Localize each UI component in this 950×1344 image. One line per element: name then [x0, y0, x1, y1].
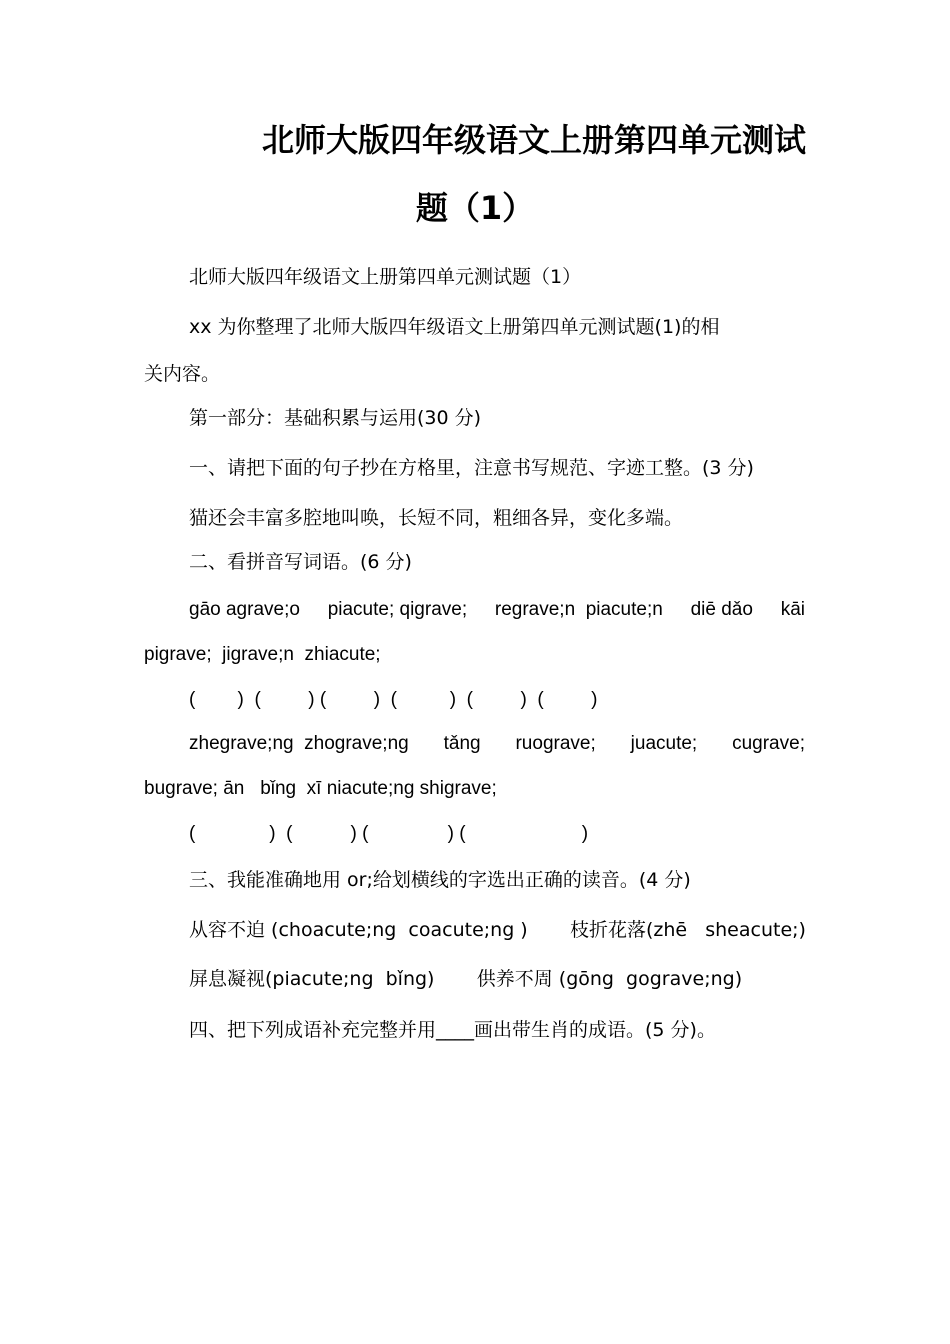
pinyin-word: gāo agrave;o — [189, 599, 300, 620]
intro-line-2: 关内容。 — [144, 363, 221, 385]
intro-line-1: xx 为你整理了北师大版四年级语文上册第四单元测试题(1)的相 — [189, 316, 720, 338]
document-title-line-2: 题（1） — [415, 189, 535, 227]
pinyin-word: ruograve; — [515, 733, 596, 754]
pinyin-word: kāi — [780, 599, 805, 620]
pinyin-word: cugrave; — [732, 733, 805, 754]
pinyin-word: piacute; qigrave; — [327, 599, 468, 620]
document-title-line-1: 北师大版四年级语文上册第四单元测试 — [261, 121, 806, 159]
question-2-heading: 二、看拼音写词语。(6 分) — [189, 551, 412, 573]
pinyin-row-2-line-2: bugrave; ān bǐng xī niacute;ng shigrave; — [144, 778, 497, 799]
part1-heading: 第一部分：基础积累与运用(30 分) — [189, 407, 482, 429]
question-3-line-2: 屏息凝视(piacute;ng bǐng) 供养不周 (gōng gograve;ng) — [189, 968, 743, 990]
pinyin-row-2-line-1 — [189, 731, 805, 757]
pinyin-word: zhegrave;ng zhograve;ng — [189, 733, 409, 754]
question-4-heading: 四、把下列成语补充完整并用____画出带生肖的成语。(5 分)。 — [189, 1019, 716, 1041]
question-1-heading: 一、请把下面的句子抄在方格里，注意书写规范、字迹工整。(3 分) — [189, 457, 754, 479]
pinyin-row-1-line-1 — [189, 597, 805, 623]
pinyin-word: diē dǎo — [690, 599, 753, 620]
question-3-heading: 三、我能准确地用 or;给划横线的字选出正确的读音。(4 分) — [189, 869, 691, 891]
question-1-sentence: 猫还会丰富多腔地叫唤，长短不同，粗细各异，变化多端。 — [189, 507, 684, 529]
pinyin-word: juacute; — [630, 733, 698, 754]
question-3-line-1: 从容不迫 (choacute;ng coacute;ng ) 枝折花落(zhē sheacute;) — [189, 919, 806, 941]
answer-blanks-row-1: ( ) ( ) ( ) ( ) ( ) ( ) — [189, 689, 598, 710]
answer-blanks-row-2: ( ) ( ) ( ) ( ) — [189, 823, 589, 844]
subtitle: 北师大版四年级语文上册第四单元测试题（1） — [189, 266, 582, 288]
pinyin-word: tǎng — [443, 733, 481, 754]
pinyin-word: regrave;n piacute;n — [494, 599, 663, 620]
pinyin-row-1-line-2: pigrave; jigrave;n zhiacute; — [144, 644, 381, 665]
